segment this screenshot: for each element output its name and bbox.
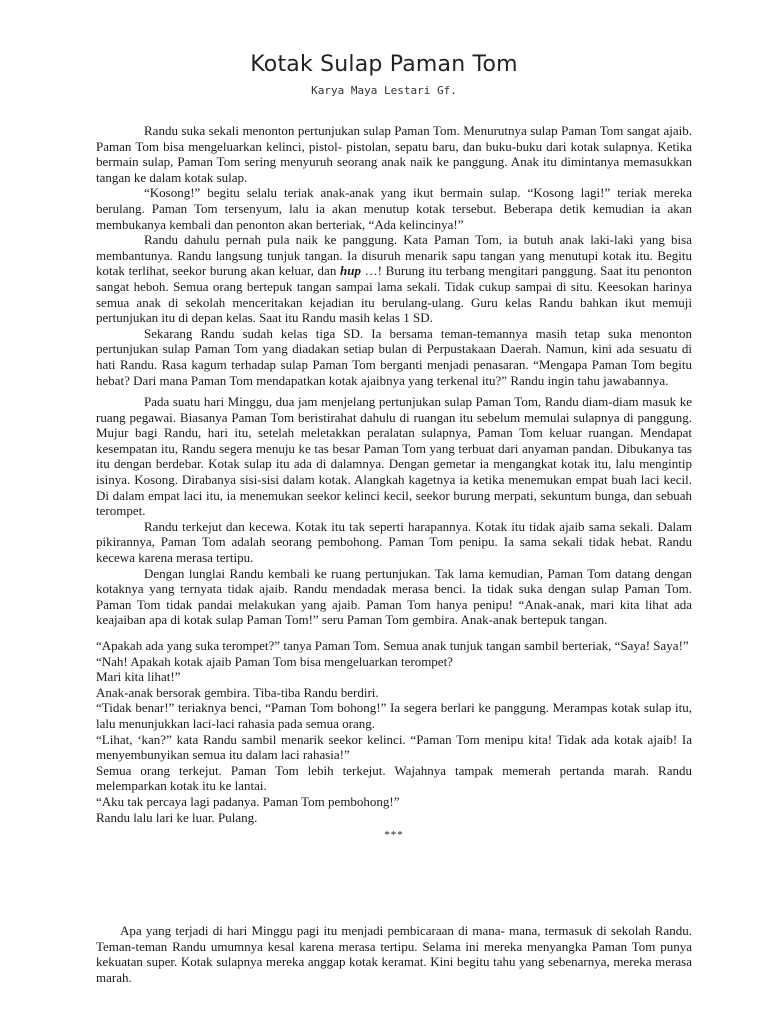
dialogue-line-7: Semua orang terkejut. Paman Tom lebih terkejut. Wajahnya tampak memerah pertanda marah. Randu melemparkan kotak itu ke lantai. bbox=[96, 762, 692, 794]
dialogue-line-9: Randu lalu lari ke luar. Pulang. bbox=[96, 809, 258, 825]
paragraph-1: Randu suka sekali menonton pertunjukan sulap Paman Tom. Menurutnya sulap Paman Tom sangat ajaib. Paman Tom bisa mengeluarkan kelinci, pistol- pistolan, sepatu baru, dan buku-buku dari kotak sulapnya. Ketika bermain sulap, Paman Tom sering menyuruh seorang anak naik ke panggung. Anak itu dimintanya memasukkan tangan ke dalam kotak sulap. bbox=[96, 123, 692, 185]
story-body bbox=[96, 123, 692, 847]
section-separator: *** bbox=[384, 829, 404, 842]
paragraph-7: Dengan lunglai Randu kembali ke ruang pertunjukan. Tak lama kemudian, Paman Tom datang dengan kotaknya yang ternyata tidak ajaib. Randu mendadak merasa benci. Ia tidak suka dengan sulap Paman Tom. Paman Tom tidak pandai melakukan yang ajaib. Paman Tom hanya penipu! “Anak-anak, mari kita lihat ada keajaiban apa di kotak sulap Paman Tom!” seru Paman Tom gembira. Anak-anak bertepuk tangan. bbox=[96, 565, 692, 628]
paragraph-3-emphasis: hup bbox=[340, 263, 361, 279]
dialogue-line-4: Anak-anak bersorak gembira. Tiba-tiba Randu berdiri. bbox=[96, 684, 379, 700]
paragraph-3-text-a: Randu dahulu pernah pula naik ke panggung. Kata Paman Tom, ia butuh anak laki-laki yang bisa membantunya. Randu langsung tunjuk tangan. Ia disuruh menarik sapu tangan yang menutupi kotak itu. Begitu kotak terlihat, seekor burung akan keluar, dan bbox=[96, 232, 692, 279]
paragraph-4: Sekarang Randu sudah kelas tiga SD. Ia bersama teman-temannya masih tetap suka menonton pertunjukan sulap Paman Tom yang diadakan setiap bulan di Perpustakaan Daerah. Namun, kini ada sesuatu di hati Randu. Rasa kagum terhadap sulap Paman Tom berganti menjadi penasaran. “Mengapa Paman Tom begitu hebat? Dari mana Paman Tom mendapatkan kotak ajaibnya yang terkenal itu?” Randu ingin tahu jawabannya. bbox=[96, 325, 692, 388]
paragraph-8: Apa yang terjadi di hari Minggu pagi itu menjadi pembicaraan di mana- mana, termasuk di sekolah Randu. Teman-teman Randu umumnya kesal karena merasa tertipu. Selama ini mereka menyangka Paman Tom punya kekuatan super. Kotak sulapnya mereka anggap kotak keramat. Kini begitu tahu yang sebenarnya, mereka merasa marah. bbox=[96, 923, 692, 985]
story-title: Kotak Sulap Paman Tom bbox=[250, 52, 518, 77]
dialogue-line-1: “Apakah ada yang suka terompet?” tanya Paman Tom. Semua anak tunjuk tangan sambil berteriak, “Saya! Saya!” bbox=[96, 638, 689, 653]
dialogue-line-5: “Tidak benar!” teriaknya benci, “Paman Tom bohong!” Ia segera berlari ke panggung. Merampas kotak sulap itu, lalu menunjukkan laci-laci rahasia pada semua orang. bbox=[96, 700, 692, 731]
dialogue-line-2: “Nah! Apakah kotak ajaib Paman Tom bisa mengeluarkan terompet? bbox=[96, 653, 453, 669]
closing-section bbox=[96, 923, 692, 985]
paragraph-5: Pada suatu hari Minggu, dua jam menjelang pertunjukan sulap Paman Tom, Randu diam-diam masuk ke ruang pegawai. Biasanya Paman Tom beristirahat dahulu di ruangan itu sebelum memulai sulapnya di panggung. Mujur bagi Randu, hari itu, setelah meletakkan peralatan sulapnya, Paman Tom keluar ruangan. Mendapat kesempatan itu, Randu segera menuju ke tas besar Paman Tom yang terbuat dari anyaman pandan. Dibukanya tas itu dengan berdebar. Kotak sulap itu ada di dalamnya. Dengan gemetar ia mengangkat kotak itu, lalu mengintip isinya. Kosong. Dirabanya sisi-sisi dalam kotak. Alangkah kagetnya ia ketika menemukan empat buah laci kecil. Di dalam empat laci itu, ia menemukan seekor kelinci kecil, seekor burung merpati, sekuntum bunga, dan sebuah terompet. bbox=[96, 394, 692, 519]
paragraph-6: Randu terkejut dan kecewa. Kotak itu tak seperti harapannya. Kotak itu tidak ajaib sama sekali. Dalam pikirannya, Paman Tom adalah seorang pembohong. Paman Tom penipu. Ia sama sekali tidak hebat. Randu kecewa karena merasa tertipu. bbox=[96, 518, 692, 566]
dialogue-line-3: Mari kita lihat!” bbox=[96, 669, 181, 685]
author-line: Karya Maya Lestari Gf. bbox=[311, 84, 457, 97]
dialogue-line-6: “Lihat, ‘kan?” kata Randu sambil menarik seekor kelinci. “Paman Tom menipu kita! Tidak ada kotak ajaib! Ia menyembunyikan semua itu dalam laci rahasia!” bbox=[96, 731, 692, 763]
paragraph-2: “Kosong!” begitu selalu teriak anak-anak yang ikut bermain sulap. “Kosong lagi!” teriak mereka berulang. Paman Tom tersenyum, lalu ia akan menutup kotak tersebut. Beberapa detik kemudian ia akan membukanya kembali dan penonton akan berteriak, “Ada kelincinya!” bbox=[96, 185, 692, 232]
paragraph-3-text-b: …! Burung itu terbang mengitari panggung. Saat itu penonton sangat heboh. Semua orang bertepuk tangan sampai lama sekali. Tidak cukup sampai di situ. Keesokan harinya semua anak di sekolah menceritakan kejadian itu berulang-ulang. Guru kelas Randu bahkan ikut memuji pertunjukan itu di depan kelas. Saat itu Randu masih kelas 1 SD. bbox=[96, 263, 692, 326]
dialogue-line-8: “Aku tak percaya lagi padanya. Paman Tom pembohong!” bbox=[96, 793, 400, 809]
paragraph-3 bbox=[96, 232, 692, 326]
